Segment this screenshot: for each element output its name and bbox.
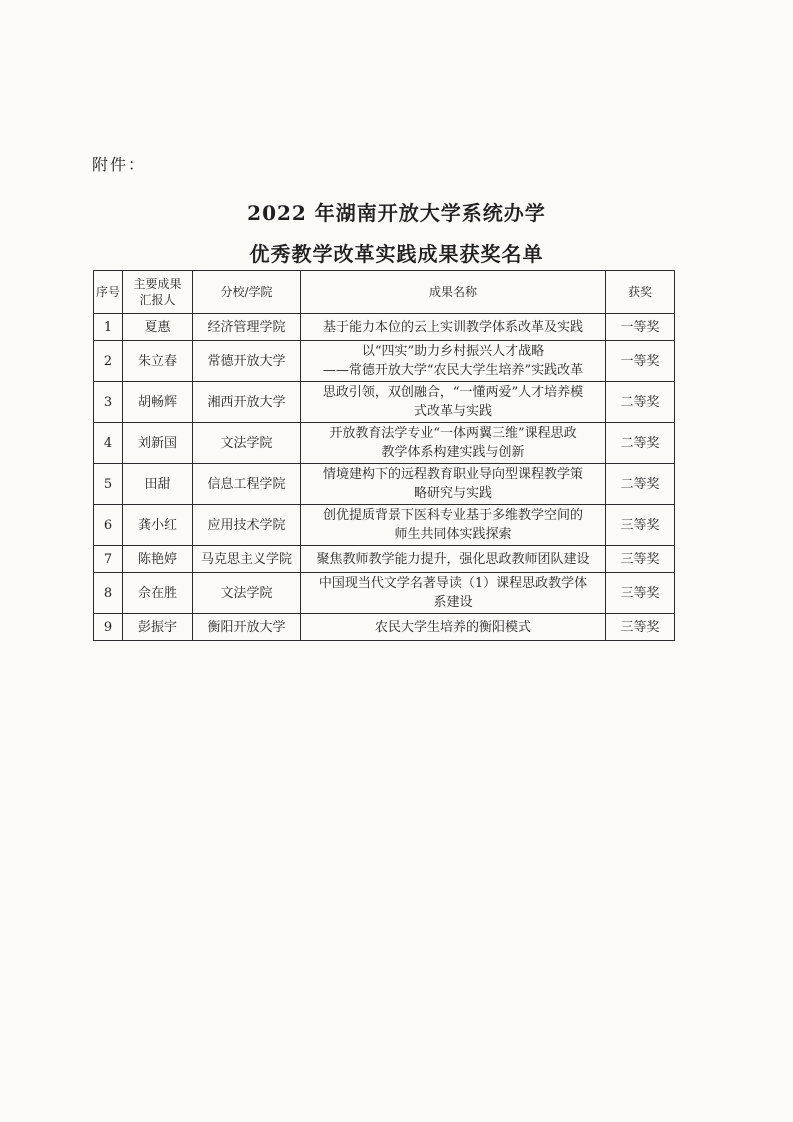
achievement-line: 农民大学生培养的衡阳模式 xyxy=(374,619,531,635)
cell-no: 1 xyxy=(94,314,123,341)
achievement-line: 情境建构下的远程教育职业导向型课程教学策 xyxy=(322,467,583,482)
cell-no: 2 xyxy=(94,341,123,382)
header-reporter-line2: 汇报人 xyxy=(139,293,176,307)
cell-reporter: 刘新国 xyxy=(123,423,193,464)
cell-no: 7 xyxy=(94,546,123,573)
cell-achievement xyxy=(301,341,606,382)
cell-school: 文法学院 xyxy=(193,423,301,464)
document-title-line2: 优秀教学改革实践成果获奖名单 xyxy=(249,242,544,266)
cell-award: 一等奖 xyxy=(606,314,675,341)
cell-school: 马克思主义学院 xyxy=(193,546,301,573)
achievement-line: 教学体系构建实践与创新 xyxy=(381,445,525,460)
cell-award: 二等奖 xyxy=(606,464,675,505)
cell-no: 6 xyxy=(94,505,123,546)
cell-school: 湘西开放大学 xyxy=(193,382,301,423)
header-no: 序号 xyxy=(94,271,123,314)
table-row xyxy=(94,423,675,464)
cell-achievement xyxy=(301,382,606,423)
achievement-line: 师生共同体实践探索 xyxy=(394,527,512,542)
cell-award: 三等奖 xyxy=(606,546,675,573)
achievement-line: 略研究与实践 xyxy=(413,486,492,501)
table-row xyxy=(94,573,675,614)
cell-no: 9 xyxy=(94,614,123,641)
table-body xyxy=(94,314,675,641)
cell-award: 三等奖 xyxy=(606,573,675,614)
cell-school: 应用技术学院 xyxy=(193,505,301,546)
cell-award: 二等奖 xyxy=(606,423,675,464)
cell-achievement xyxy=(301,423,606,464)
cell-reporter: 佘在胜 xyxy=(123,573,193,614)
achievement-line: 以“四实”助力乡村振兴人才战略 xyxy=(361,344,545,359)
cell-reporter: 胡畅辉 xyxy=(123,382,193,423)
cell-reporter: 陈艳婷 xyxy=(123,546,193,573)
header-school: 分校/学院 xyxy=(193,271,301,314)
cell-no: 4 xyxy=(94,423,123,464)
cell-reporter: 彭振宇 xyxy=(123,614,193,641)
header-achievement: 成果名称 xyxy=(301,271,606,314)
cell-reporter: 龚小红 xyxy=(123,505,193,546)
table-row xyxy=(94,314,675,341)
cell-achievement xyxy=(301,314,606,341)
document-title-line1: 2022 年湖南开放大学系统办学 xyxy=(247,201,546,225)
achievement-line: 中国现当代文学名著导读（1）课程思政教学体 xyxy=(318,576,588,591)
attachment-label: 附件： xyxy=(92,155,147,174)
header-award: 获奖 xyxy=(606,271,675,314)
table-row xyxy=(94,341,675,382)
cell-achievement xyxy=(301,573,606,614)
table-row xyxy=(94,546,675,573)
cell-award: 三等奖 xyxy=(606,614,675,641)
cell-award: 二等奖 xyxy=(606,382,675,423)
achievement-line: ——常德开放大学“农民大学生培养”实践改革 xyxy=(322,363,584,378)
achievement-line: 式改革与实践 xyxy=(413,404,492,419)
cell-school: 信息工程学院 xyxy=(193,464,301,505)
achievement-line: 聚焦教师教学能力提升，强化思政教师团队建设 xyxy=(316,551,590,567)
cell-award: 三等奖 xyxy=(606,505,675,546)
achievement-line: 系建设 xyxy=(433,595,473,610)
cell-no: 8 xyxy=(94,573,123,614)
cell-school: 经济管理学院 xyxy=(193,314,301,341)
cell-school: 文法学院 xyxy=(193,573,301,614)
achievement-line: 开放教育法学专业“一体两翼三维”课程思政 xyxy=(329,426,577,441)
cell-achievement xyxy=(301,546,606,573)
table-header-row xyxy=(94,271,675,314)
table-row xyxy=(94,614,675,641)
cell-reporter: 田甜 xyxy=(123,464,193,505)
awards-table xyxy=(93,270,675,641)
header-reporter xyxy=(123,271,193,314)
achievement-line: 创优提质背景下医科专业基于多维教学空间的 xyxy=(322,508,583,523)
cell-school: 衡阳开放大学 xyxy=(193,614,301,641)
cell-reporter: 朱立春 xyxy=(123,341,193,382)
achievement-line: 思政引领，双创融合，“一懂两爱”人才培养模 xyxy=(322,385,584,400)
cell-achievement xyxy=(301,614,606,641)
table-row xyxy=(94,464,675,505)
header-reporter-line1: 主要成果 xyxy=(133,277,182,291)
table-row xyxy=(94,505,675,546)
cell-award: 一等奖 xyxy=(606,341,675,382)
table-row xyxy=(94,382,675,423)
cell-no: 5 xyxy=(94,464,123,505)
cell-reporter: 夏惠 xyxy=(123,314,193,341)
cell-no: 3 xyxy=(94,382,123,423)
cell-achievement xyxy=(301,505,606,546)
cell-school: 常德开放大学 xyxy=(193,341,301,382)
cell-achievement xyxy=(301,464,606,505)
achievement-line: 基于能力本位的云上实训教学体系改革及实践 xyxy=(322,319,583,335)
